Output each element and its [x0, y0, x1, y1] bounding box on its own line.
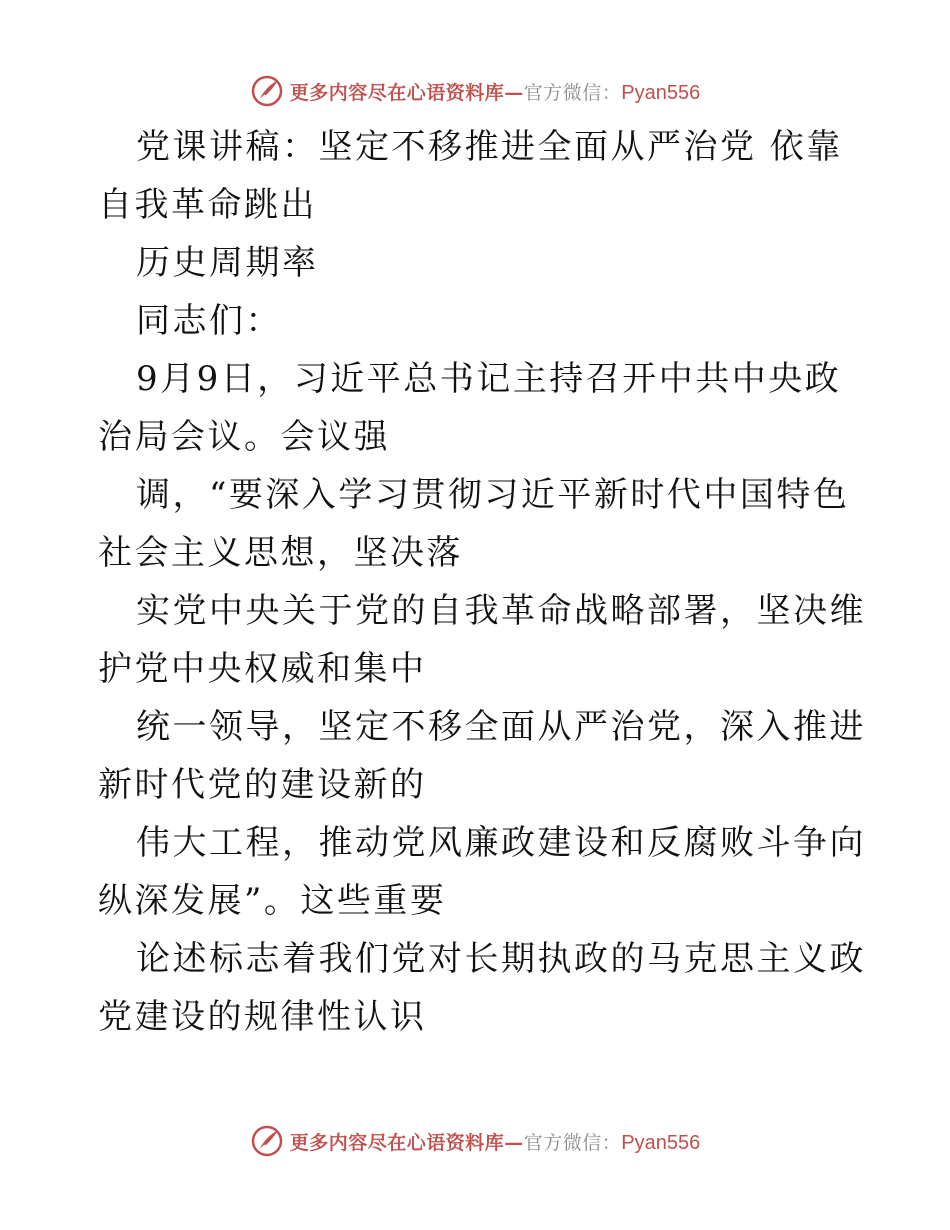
quill-pen-icon: [250, 1124, 284, 1158]
document-paragraph: 9月9日，习近平总书记主持召开中共中央政治局会议。会议强: [98, 359, 842, 457]
document-paragraph: 历史周期率: [136, 243, 319, 283]
footer-watermark: [0, 1121, 950, 1161]
document-paragraph: 统一领导，坚定不移全面从严治党，深入推进新时代党的建设新的: [98, 707, 866, 805]
watermark-sub-text: 官方微信：: [523, 81, 622, 104]
document-body: [98, 118, 868, 1046]
watermark-wechat-id: Pyan556: [621, 1131, 701, 1154]
document-paragraph: 党课讲稿：坚定不移推进全面从严治党 依靠自我革命跳出: [98, 127, 843, 225]
document-paragraph: 调，“要深入学习贯彻习近平新时代中国特色社会主义思想，坚决落: [98, 475, 850, 573]
document-paragraph: 伟大工程，推动党风廉政建设和反腐败斗争向纵深发展”。这些重要: [98, 823, 866, 921]
document-paragraph: 论述标志着我们党对长期执政的马克思主义政党建设的规律性认识: [98, 939, 866, 1037]
watermark-separator: —: [504, 81, 524, 104]
watermark-main-text: 更多内容尽在心语资料库: [289, 1131, 505, 1154]
document-paragraph: 实党中央关于党的自我革命战略部署，坚决维护党中央权威和集中: [98, 591, 866, 689]
quill-pen-icon: [250, 74, 284, 108]
watermark-sub-text: 官方微信：: [523, 1131, 622, 1154]
watermark-separator: —: [504, 1131, 524, 1154]
document-paragraph: 同志们：: [136, 301, 282, 341]
watermark-wechat-id: Pyan556: [621, 81, 701, 104]
header-watermark: [0, 71, 950, 111]
watermark-main-text: 更多内容尽在心语资料库: [289, 81, 505, 104]
